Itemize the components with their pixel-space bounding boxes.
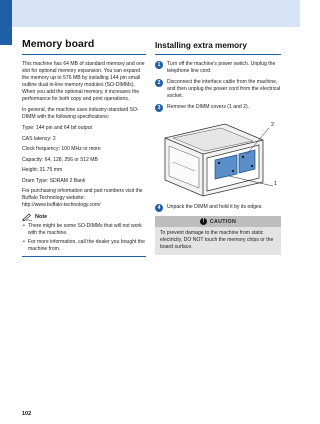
caution-box [155,216,281,255]
pencil-note-icon [22,213,32,221]
note-label: Note [35,214,48,220]
dimm-cover-illustration [155,116,281,199]
spec-dram-type: Dram Type: SDRAM 2 Bank [22,177,86,184]
note-item: • For more information, call the dealer you bought the machine from. [22,239,146,253]
note-header [22,213,146,221]
step-text: Disconnect the interface cable from the machine, and then unplug the power cord from the electrical socket. [167,79,281,99]
step-4 [155,204,281,212]
note-box [22,213,146,257]
chapter-tab [0,0,12,45]
exclamation-icon: ! [200,218,207,225]
step-2 [155,79,281,100]
note-item: • There might be some SO-DIMMs that will not work with the machine. [22,223,146,237]
step-number-badge: 1 [155,61,163,69]
step-text: Remove the DIMM covers (1 and 2). [167,104,250,110]
printer-illustration [155,116,281,199]
note-divider [22,256,146,257]
purchase-paragraph [22,188,146,209]
step-number-badge: 3 [155,104,163,112]
section-title-installing-memory: Installing extra memory [155,38,281,55]
caution-text: To prevent damage to the machine from static electricity, DO NOT touch the memory chips or the board surface. [160,230,274,250]
spec-cas-latency: CAS latency: 2 [22,135,56,142]
step-text: Unpack the DIMM and hold it by its edges. [167,204,263,210]
callout-1: 1 [274,181,278,187]
spec-type: Type: 144 pin and 64 bit output [22,125,92,131]
spec-height: Height: 31.75 mm [22,167,63,173]
caution-label: CAUTION [209,218,237,225]
step-1 [155,61,281,75]
left-column [22,38,146,257]
caution-header [155,216,281,227]
step-number-badge: 2 [155,79,163,87]
right-column [155,38,281,255]
buffalo-link[interactable]: http://www.buffalo-technology.com/ [22,202,101,208]
intro-paragraph: This machine has 64 MB of standard memory and one slot for optional memory expansion. You can expand the memory up to 576 MB by installing 144 pin small outline dual in-line memory modules (SO-DIMMs). When you add the optional memory, it increases the performance for both copy and print operations. [22,61,145,102]
step-3 [155,104,281,112]
header-band [0,0,300,27]
step-text: Turn off the machine's power switch. Unplug the telephone line cord. [167,61,276,74]
page-number: 102 [22,411,32,417]
spec-capacity: Capacity: 64, 128, 256 or 512 MB [22,156,98,163]
note-list [22,223,146,253]
spec-clock-frequency: Clock frequency: 100 MHz or more [22,146,101,152]
section-title-memory-board: Memory board [22,38,146,55]
purchase-text: For purchasing information and part numbers visit the Buffalo Technology website: [22,188,143,201]
callout-2: 2 [271,122,275,128]
step-number-badge: 4 [155,204,163,212]
general-paragraph: In general, the machine uses industry-standard SO-DIMM with the following specifications: [22,107,139,120]
